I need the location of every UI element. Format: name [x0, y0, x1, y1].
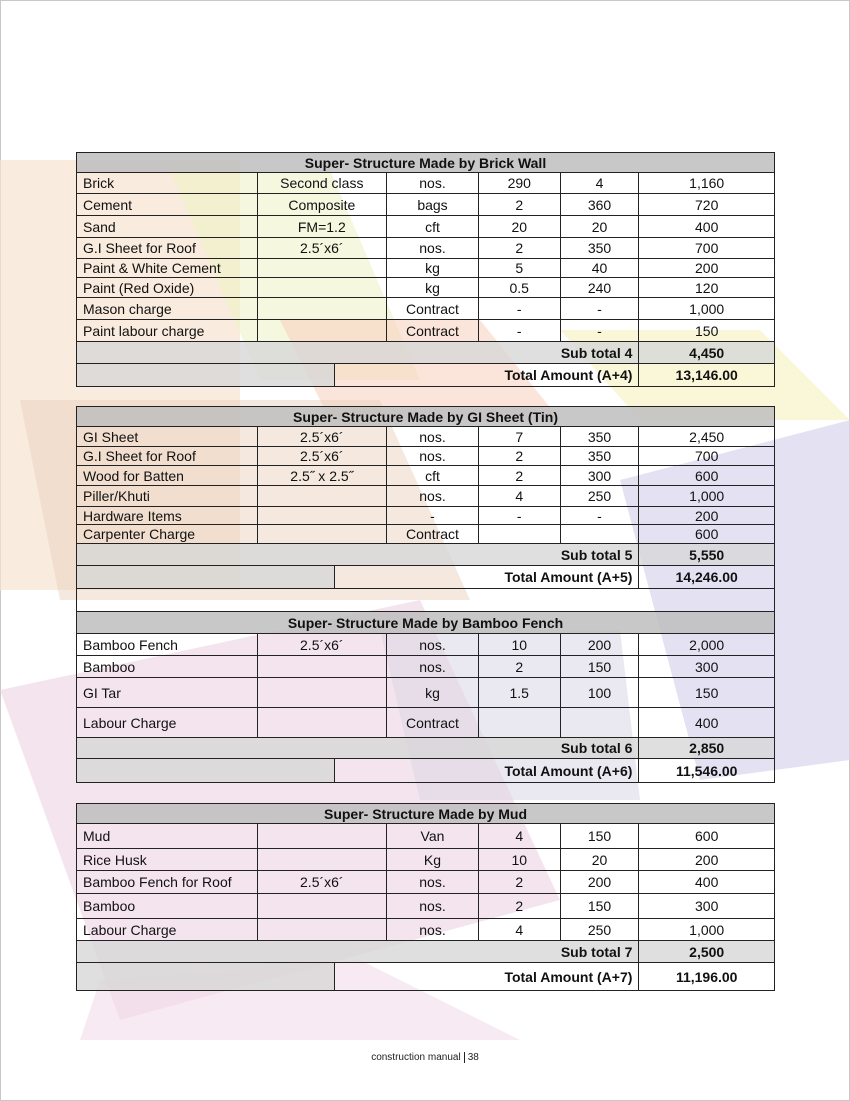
- rate-cell: 250: [561, 919, 640, 940]
- subtotal-value: 2,500: [689, 943, 725, 960]
- quantity-cell: 4: [479, 824, 561, 848]
- unit-cell: nos.: [387, 634, 479, 655]
- quantity-cell: 5: [479, 259, 561, 277]
- rate-cell: -: [561, 320, 640, 341]
- amount-cell: 200: [695, 260, 719, 276]
- unit-cell: nos.: [387, 894, 479, 918]
- table-row: [77, 173, 774, 194]
- specification-cell: [258, 259, 388, 277]
- empty-row: [77, 589, 774, 611]
- total-value: 13,146.00: [675, 367, 738, 383]
- unit-cell: Contract: [387, 525, 479, 543]
- rate-cell: 200: [561, 871, 640, 893]
- unit-cell: kg: [387, 678, 479, 707]
- subtotal-label: Sub total 6: [77, 738, 639, 758]
- quantity-cell: 1.5: [479, 678, 561, 707]
- table-row: [77, 634, 774, 656]
- table-title: Super- Structure Made by Brick Wall: [77, 153, 774, 172]
- table-row: [77, 507, 774, 525]
- unit-cell: kg: [387, 259, 479, 277]
- rate-cell: 240: [561, 278, 640, 297]
- specification-cell: [258, 849, 388, 870]
- table-row: [77, 427, 774, 447]
- specification-cell: FM=1.2: [258, 216, 388, 237]
- item-cell: Bamboo Fench for Roof: [77, 871, 258, 893]
- rate-cell: 150: [561, 656, 640, 677]
- quantity-cell: 0.5: [479, 278, 561, 297]
- table-header-row: [77, 407, 774, 427]
- rate-cell: 20: [561, 849, 640, 870]
- total-value: 11,546.00: [675, 762, 738, 779]
- quantity-cell: 10: [479, 849, 561, 870]
- item-cell: GI Tar: [77, 678, 258, 707]
- amount-cell: 1,000: [689, 488, 725, 504]
- rate-cell: 350: [561, 427, 640, 446]
- footer-text: construction manual: [371, 1052, 461, 1063]
- amount-cell: 400: [695, 714, 719, 731]
- table-row: [77, 447, 774, 466]
- item-cell: Mud: [77, 824, 258, 848]
- table-row: [77, 871, 774, 894]
- total-value: 14,246.00: [675, 569, 738, 585]
- item-cell: Mason charge: [77, 298, 258, 319]
- item-cell: Cement: [77, 194, 258, 215]
- amount-cell: 200: [695, 851, 719, 868]
- item-cell: Hardware Items: [77, 507, 258, 524]
- quantity-cell: 2: [479, 447, 561, 465]
- unit-cell: -: [387, 507, 479, 524]
- table-row: [77, 678, 774, 708]
- specification-cell: [258, 507, 388, 524]
- table-row: [77, 298, 774, 320]
- rate-cell: 300: [561, 466, 640, 485]
- total-label: Total Amount (A+7): [335, 963, 639, 990]
- table-row: [77, 194, 774, 216]
- table-title: Super- Structure Made by Mud: [77, 804, 774, 823]
- unit-cell: kg: [387, 278, 479, 297]
- amount-cell: 400: [695, 874, 719, 890]
- subtotal-row: [77, 738, 774, 759]
- quantity-cell: 10: [479, 634, 561, 655]
- quantity-cell: 290: [479, 173, 561, 193]
- specification-cell: [258, 678, 388, 707]
- total-blank-cell: [77, 963, 335, 990]
- subtotal-value: 4,450: [689, 344, 725, 361]
- specification-cell: [258, 656, 388, 677]
- specification-cell: 2.5˝ x 2.5˝: [258, 466, 388, 485]
- rate-cell: 350: [561, 238, 640, 258]
- rate-cell: 350: [561, 447, 640, 465]
- total-row: [77, 566, 774, 589]
- quantity-cell: 2: [479, 871, 561, 893]
- item-cell: Sand: [77, 216, 258, 237]
- unit-cell: bags: [387, 194, 479, 215]
- quantity-cell: 4: [479, 486, 561, 506]
- total-label: Total Amount (A+5): [335, 566, 639, 588]
- total-blank-cell: [77, 566, 335, 588]
- table-header-row: [77, 612, 774, 634]
- rate-cell: 150: [561, 824, 640, 848]
- quantity-cell: 2: [479, 238, 561, 258]
- cost-table: [76, 803, 775, 991]
- quantity-cell: 2: [479, 656, 561, 677]
- subtotal-label: Sub total 5: [77, 544, 639, 565]
- quantity-cell: -: [479, 298, 561, 319]
- item-cell: G.I Sheet for Roof: [77, 238, 258, 258]
- unit-cell: Contract: [387, 708, 479, 737]
- amount-cell: 600: [695, 828, 719, 844]
- specification-cell: 2.5´x6´: [258, 634, 388, 655]
- unit-cell: Contract: [387, 320, 479, 341]
- subtotal-value: 5,550: [689, 546, 725, 563]
- specification-cell: [258, 486, 388, 506]
- specification-cell: 2.5´x6´: [258, 871, 388, 893]
- quantity-cell: [479, 525, 561, 543]
- total-row: [77, 364, 774, 386]
- amount-cell: 2,450: [689, 428, 725, 445]
- rate-cell: 40: [561, 259, 640, 277]
- specification-cell: 2.5´x6´: [258, 447, 388, 465]
- unit-cell: nos.: [387, 871, 479, 893]
- page-footer: [0, 1052, 850, 1063]
- item-cell: GI Sheet: [77, 427, 258, 446]
- item-cell: Paint (Red Oxide): [77, 278, 258, 297]
- quantity-cell: 20: [479, 216, 561, 237]
- table-row: [77, 919, 774, 941]
- rate-cell: -: [561, 507, 640, 524]
- unit-cell: nos.: [387, 447, 479, 465]
- quantity-cell: -: [479, 320, 561, 341]
- unit-cell: cft: [387, 466, 479, 485]
- table-header-row: [77, 804, 774, 824]
- table-row: [77, 849, 774, 871]
- page-number: 38: [467, 1052, 479, 1063]
- specification-cell: [258, 894, 388, 918]
- quantity-cell: 4: [479, 919, 561, 940]
- amount-cell: 150: [695, 684, 719, 701]
- cost-table: [76, 152, 775, 387]
- total-label: Total Amount (A+6): [335, 759, 639, 782]
- footer-divider: [464, 1052, 465, 1063]
- unit-cell: nos.: [387, 486, 479, 506]
- unit-cell: Van: [387, 824, 479, 848]
- table-row: [77, 486, 774, 507]
- specification-cell: 2.5´x6´: [258, 427, 388, 446]
- unit-cell: Kg: [387, 849, 479, 870]
- rate-cell: 250: [561, 486, 640, 506]
- amount-cell: 1,000: [689, 300, 725, 317]
- item-cell: Piller/Khuti: [77, 486, 258, 506]
- item-cell: Labour Charge: [77, 708, 258, 737]
- table-row: [77, 278, 774, 298]
- quantity-cell: 7: [479, 427, 561, 446]
- table-header-row: [77, 153, 774, 173]
- specification-cell: 2.5´x6´: [258, 238, 388, 258]
- total-row: [77, 759, 774, 782]
- table-row: [77, 320, 774, 342]
- specification-cell: [258, 525, 388, 543]
- amount-cell: 2,000: [689, 636, 725, 653]
- subtotal-label: Sub total 7: [77, 941, 639, 962]
- item-cell: Carpenter Charge: [77, 525, 258, 543]
- rate-cell: 4: [561, 173, 640, 193]
- rate-cell: 360: [561, 194, 640, 215]
- amount-cell: 700: [695, 448, 719, 464]
- cost-table: [76, 611, 775, 783]
- specification-cell: [258, 708, 388, 737]
- specification-cell: Composite: [258, 194, 388, 215]
- unit-cell: nos.: [387, 427, 479, 446]
- table-row: [77, 466, 774, 486]
- item-cell: Paint & White Cement: [77, 259, 258, 277]
- table-row: [77, 708, 774, 738]
- specification-cell: [258, 298, 388, 319]
- subtotal-row: [77, 544, 774, 566]
- table-row: [77, 259, 774, 278]
- amount-cell: 400: [695, 218, 719, 235]
- quantity-cell: 2: [479, 894, 561, 918]
- item-cell: Wood for Batten: [77, 466, 258, 485]
- rate-cell: [561, 708, 640, 737]
- table-row: [77, 216, 774, 238]
- unit-cell: nos.: [387, 173, 479, 193]
- rate-cell: [561, 525, 640, 543]
- amount-cell: 150: [695, 322, 719, 339]
- rate-cell: 100: [561, 678, 640, 707]
- total-blank-cell: [77, 364, 335, 386]
- total-value: 11,196.00: [675, 968, 738, 985]
- specification-cell: [258, 919, 388, 940]
- rate-cell: 200: [561, 634, 640, 655]
- item-cell: Paint labour charge: [77, 320, 258, 341]
- quantity-cell: [479, 708, 561, 737]
- amount-cell: 600: [695, 526, 719, 542]
- table-row: [77, 238, 774, 259]
- unit-cell: nos.: [387, 238, 479, 258]
- unit-cell: nos.: [387, 656, 479, 677]
- amount-cell: 1,000: [689, 921, 725, 938]
- item-cell: Brick: [77, 173, 258, 193]
- specification-cell: [258, 320, 388, 341]
- rate-cell: -: [561, 298, 640, 319]
- subtotal-row: [77, 941, 774, 963]
- amount-cell: 1,160: [689, 175, 725, 191]
- item-cell: G.I Sheet for Roof: [77, 447, 258, 465]
- table-title: Super- Structure Made by Bamboo Fench: [77, 612, 774, 633]
- item-cell: Bamboo: [77, 894, 258, 918]
- table-row: [77, 525, 774, 544]
- item-cell: Rice Husk: [77, 849, 258, 870]
- amount-cell: 700: [695, 240, 719, 256]
- item-cell: Labour Charge: [77, 919, 258, 940]
- table-row: [77, 894, 774, 919]
- subtotal-label: Sub total 4: [77, 342, 639, 363]
- specification-cell: Second class: [258, 173, 388, 193]
- quantity-cell: 2: [479, 466, 561, 485]
- amount-cell: 300: [695, 898, 719, 914]
- quantity-cell: 2: [479, 194, 561, 215]
- table-row: [77, 824, 774, 849]
- rate-cell: 20: [561, 216, 640, 237]
- quantity-cell: -: [479, 507, 561, 524]
- amount-cell: 300: [695, 658, 719, 675]
- unit-cell: cft: [387, 216, 479, 237]
- amount-cell: 200: [695, 507, 719, 524]
- item-cell: Bamboo Fench: [77, 634, 258, 655]
- table-title: Super- Structure Made by GI Sheet (Tin): [77, 407, 774, 426]
- amount-cell: 600: [695, 467, 719, 484]
- table-row: [77, 656, 774, 678]
- subtotal-row: [77, 342, 774, 364]
- amount-cell: 120: [695, 279, 719, 296]
- item-cell: Bamboo: [77, 656, 258, 677]
- amount-cell: 720: [695, 196, 719, 213]
- unit-cell: Contract: [387, 298, 479, 319]
- specification-cell: [258, 824, 388, 848]
- total-blank-cell: [77, 759, 335, 782]
- specification-cell: [258, 278, 388, 297]
- unit-cell: nos.: [387, 919, 479, 940]
- rate-cell: 150: [561, 894, 640, 918]
- total-label: Total Amount (A+4): [335, 364, 639, 386]
- total-row: [77, 963, 774, 990]
- cost-table: [76, 406, 775, 612]
- subtotal-value: 2,850: [689, 740, 725, 756]
